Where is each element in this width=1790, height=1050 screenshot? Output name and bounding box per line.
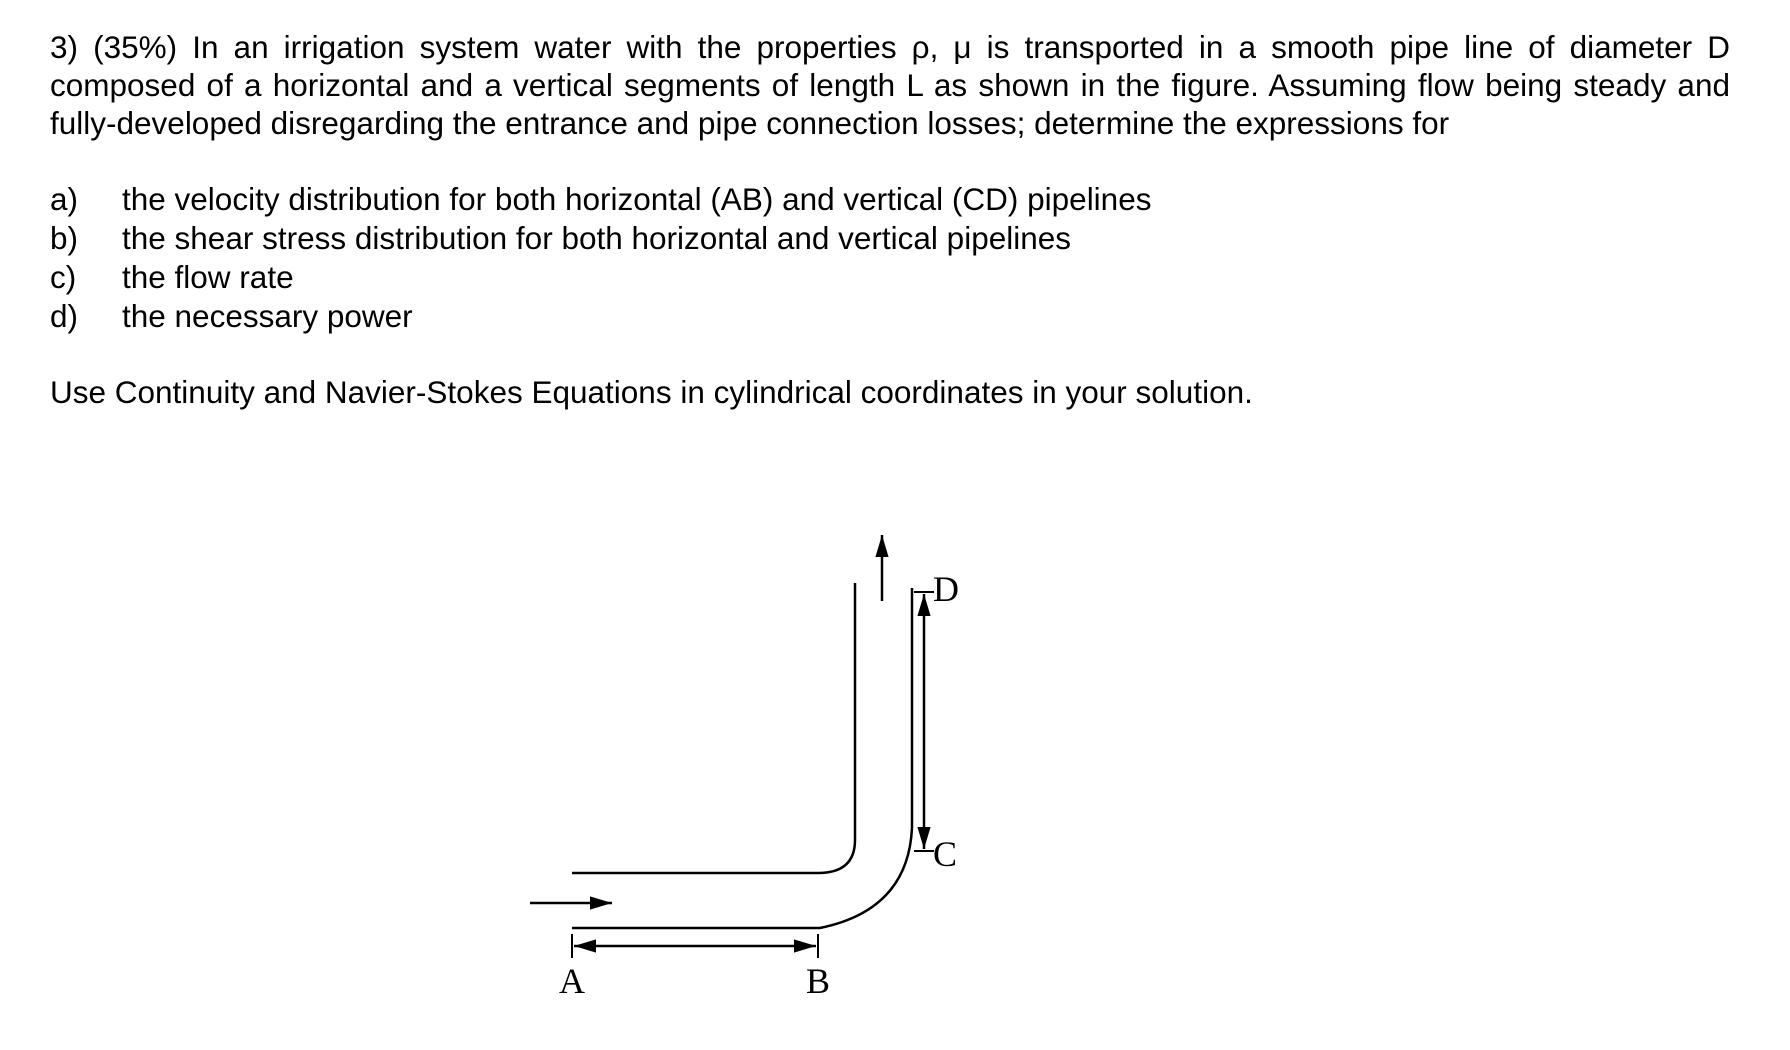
label-b: B bbox=[806, 961, 831, 1001]
label-c: C bbox=[933, 834, 958, 874]
part-letter: a) bbox=[50, 181, 79, 217]
label-a: A bbox=[559, 961, 585, 1001]
part-letter: c) bbox=[50, 259, 77, 295]
part-text: the shear stress distribution for both horizontal and vertical pipelines bbox=[122, 220, 1072, 256]
pipe-inner-wall bbox=[572, 583, 855, 873]
part-text: the velocity distribution for both horizontal (AB) and vertical (CD) pipelines bbox=[122, 181, 1152, 217]
part-letter: b) bbox=[50, 220, 79, 256]
problem-statement: 3) (35%) In an irrigation system water with the properties ρ, μ is transported in a smooth pipe line of diameter D composed of a horizontal and a vertical segments of length L as shown in the figure. Assuming flow being steady and fully-developed disregarding the entrance and pipe connection losses; determine the expressions for bbox=[50, 29, 1730, 141]
instruction-text: Use Continuity and Navier-Stokes Equations in cylindrical coordinates in your solution. bbox=[50, 374, 1253, 410]
pipe-outer-wall bbox=[572, 588, 912, 928]
label-d: D bbox=[933, 569, 959, 609]
part-letter: d) bbox=[50, 298, 79, 334]
part-text: the flow rate bbox=[122, 259, 294, 295]
part-text: the necessary power bbox=[122, 298, 413, 334]
